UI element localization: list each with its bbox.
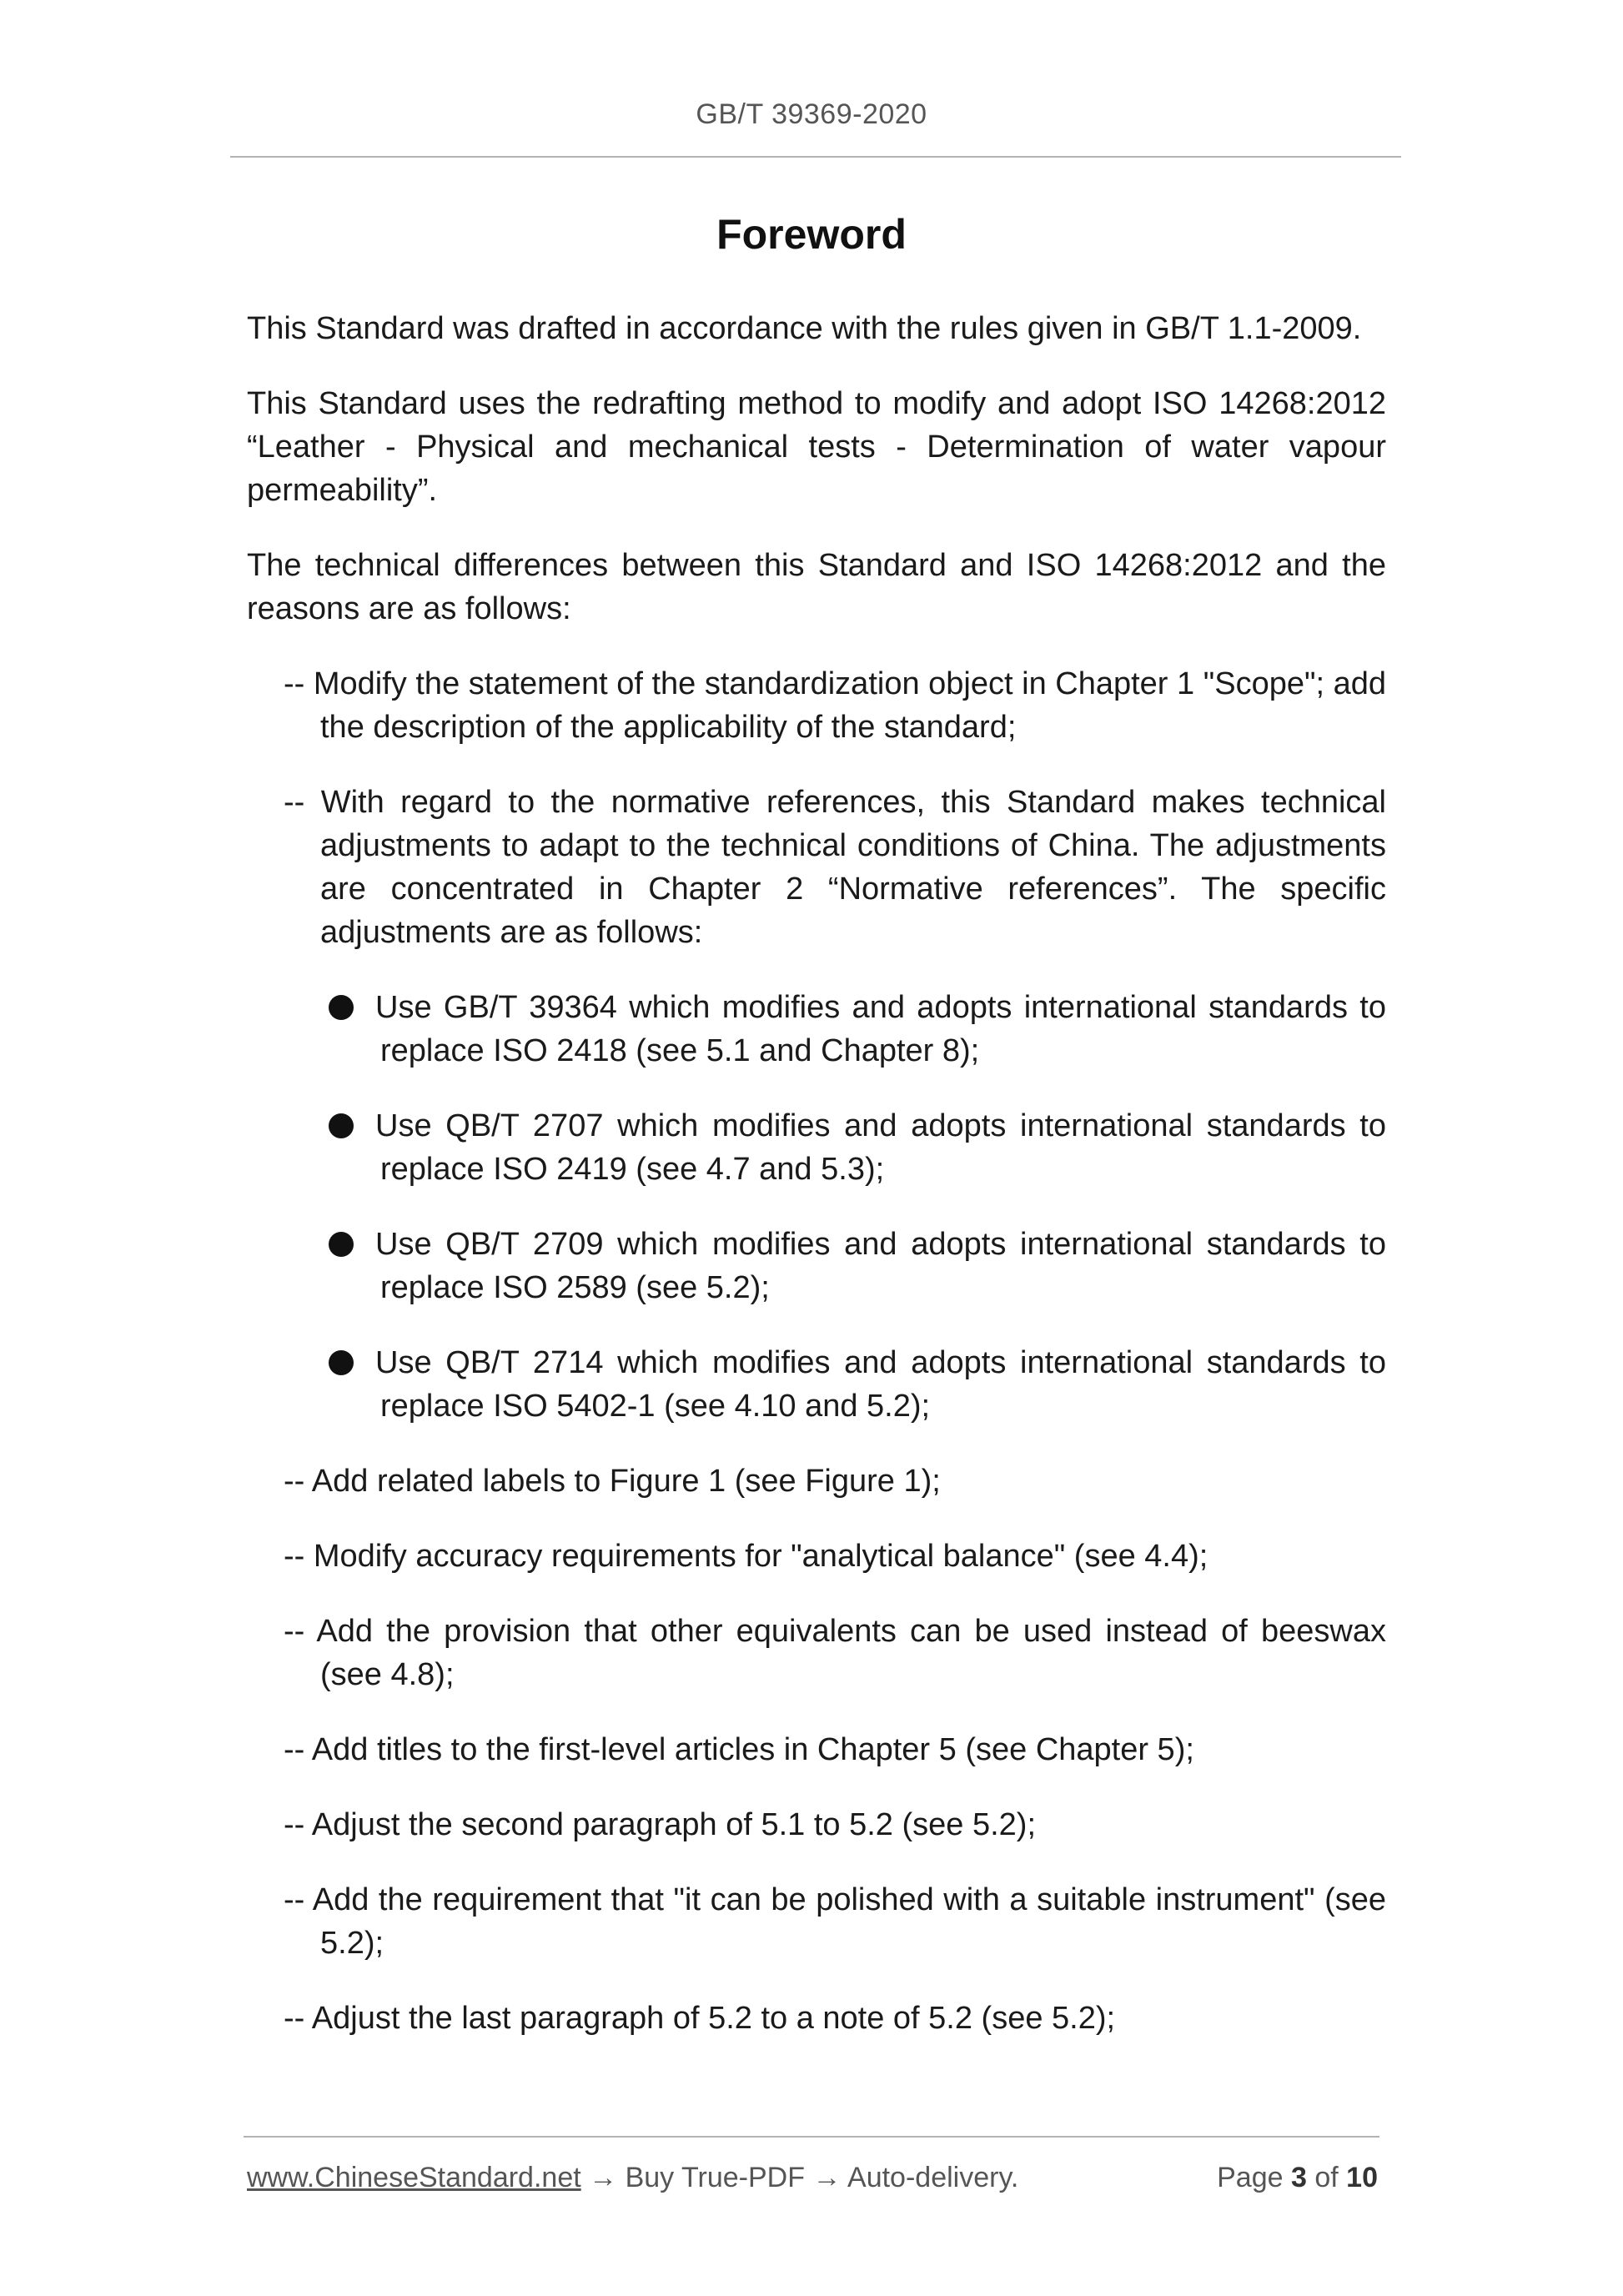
- bullet-item: [329, 986, 1386, 1073]
- footer-promo: [247, 2162, 1018, 2194]
- running-header: GB/T 39369-2020: [696, 98, 927, 130]
- list-item-chapter5-titles: -- Add titles to the first-level articles in Chapter 5 (see Chapter 5);: [284, 1732, 1194, 1767]
- page-title: Foreword: [716, 211, 907, 258]
- bullet-item: [329, 1104, 1386, 1191]
- page-number: [1217, 2162, 1378, 2194]
- arrow-right-icon: →: [812, 2162, 842, 2193]
- page-total: 10: [1346, 2162, 1378, 2193]
- list-item-figure-labels: -- Add related labels to Figure 1 (see Figure 1);: [284, 1464, 941, 1499]
- arrow-right-icon: →: [589, 2162, 618, 2193]
- bullet-item: [329, 1341, 1386, 1428]
- bullet-dot-icon: [329, 1232, 354, 1257]
- list-item-scope: -- Modify the statement of the standardization object in Chapter 1 "Scope"; add the description of the applicability of the standard;: [284, 666, 1386, 745]
- bullet-text: Use GB/T 39364 which modifies and adopts international standards to replace ISO 2418 (see 5.1 and Chapter 8);: [375, 990, 1386, 1068]
- of-word: of: [1314, 2162, 1339, 2193]
- header-divider: [230, 156, 1401, 158]
- list-item-last-paragraph: -- Adjust the last paragraph of 5.2 to a note of 5.2 (see 5.2);: [284, 2001, 1116, 2036]
- footer-divider: [244, 2136, 1379, 2138]
- paragraph-drafting-rules: This Standard was drafted in accordance with the rules given in GB/T 1.1-2009.: [247, 311, 1362, 346]
- list-item-beeswax: -- Add the provision that other equivalents can be used instead of beeswax (see 4.8);: [284, 1614, 1386, 1692]
- document-body: [247, 307, 1386, 2072]
- delivery-text: Auto-delivery.: [847, 2162, 1019, 2193]
- list-item-second-paragraph: -- Adjust the second paragraph of 5.1 to 5.2 (see 5.2);: [284, 1807, 1036, 1842]
- bullet-text: Use QB/T 2714 which modifies and adopts international standards to replace ISO 5402-1 (see 4.10 and 5.2);: [375, 1345, 1386, 1424]
- list-item-analytical-balance: -- Modify accuracy requirements for "analytical balance" (see 4.4);: [284, 1539, 1208, 1574]
- website-link[interactable]: www.ChineseStandard.net: [247, 2162, 581, 2193]
- bullet-dot-icon: [329, 1350, 354, 1375]
- bullet-dot-icon: [329, 995, 354, 1020]
- paragraph-redrafting-method: This Standard uses the redrafting method to modify and adopt ISO 14268:2012 “Leather - Physical and mechanical tests - Determination of water vapour permeability”.: [247, 386, 1386, 508]
- list-item-normative-references: -- With regard to the normative references, this Standard makes technical adjustments to adapt to the technical conditions of China. The adjustments are concentrated in Chapter 2 “Normative references”. The specific adjustments are as follows:: [284, 785, 1386, 950]
- page-word: Page: [1217, 2162, 1284, 2193]
- buy-text: Buy True-PDF: [625, 2162, 805, 2193]
- list-item-polished: -- Add the requirement that "it can be polished with a suitable instrument" (see 5.2);: [284, 1882, 1386, 1961]
- page-current: 3: [1290, 2162, 1307, 2193]
- bullet-text: Use QB/T 2709 which modifies and adopts international standards to replace ISO 2589 (see 5.2);: [375, 1227, 1386, 1305]
- bullet-dot-icon: [329, 1113, 354, 1138]
- paragraph-technical-differences: The technical differences between this Standard and ISO 14268:2012 and the reasons are as follows:: [247, 548, 1386, 626]
- bullet-text: Use QB/T 2707 which modifies and adopts international standards to replace ISO 2419 (see 4.7 and 5.3);: [375, 1108, 1386, 1187]
- bullet-item: [329, 1223, 1386, 1309]
